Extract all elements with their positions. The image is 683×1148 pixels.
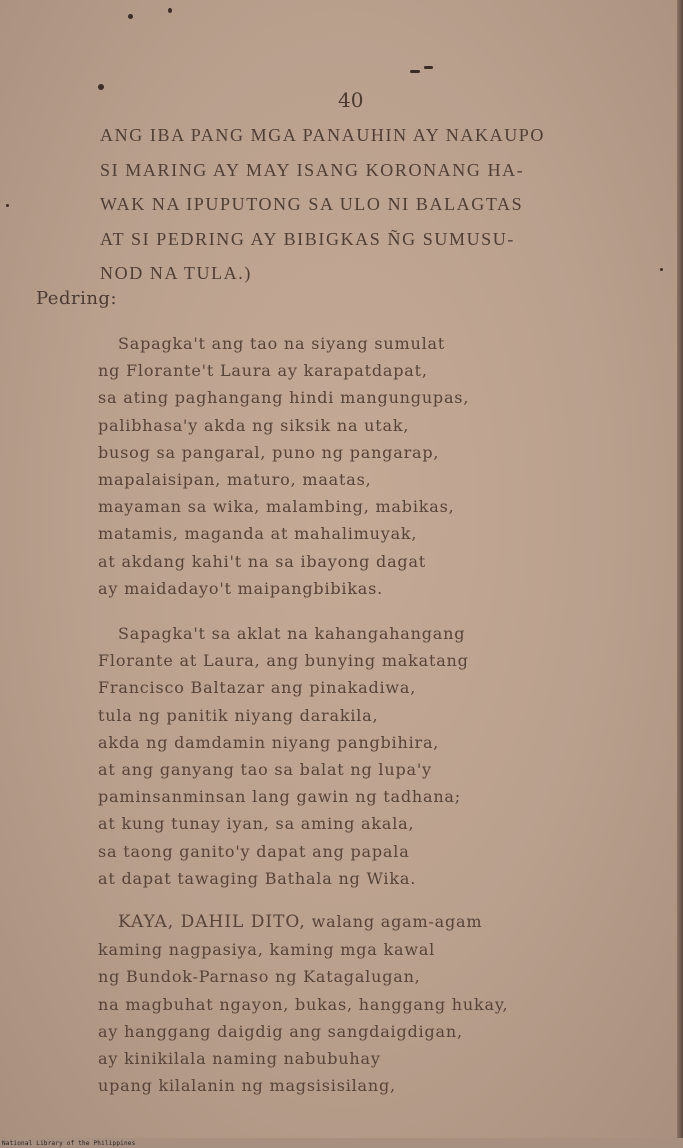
verse-line: ay hanggang daigdig ang sangdaigdigan,	[98, 1021, 463, 1041]
verse-line: at ang ganyang tao sa balat ng lupa'y	[98, 760, 432, 780]
verse-line: Francisco Baltazar ang pinakadiwa,	[98, 678, 417, 698]
verse-line: na magbuhat ngayon, bukas, hanggang hukay,	[98, 994, 509, 1014]
ink-spot	[98, 84, 104, 90]
ink-spot	[6, 204, 9, 207]
verse-line	[98, 908, 618, 936]
verse-line: at akdang kahi't na sa ibayong dagat	[98, 551, 427, 571]
stanza-1	[98, 330, 618, 602]
verse-line: ng Bundok-Parnaso ng Katagalugan,	[98, 967, 421, 987]
ink-spot	[128, 14, 133, 19]
stage-direction	[100, 118, 670, 291]
stanza-3	[98, 908, 618, 1099]
verse-caps-opening: KAYA, DAHIL DITO,	[118, 912, 306, 932]
verse-line: tula ng panitik niyang darakila,	[98, 705, 379, 725]
stage-line: WAK NA IPUPUTONG SA ULO NI BALAGTAS	[100, 194, 524, 214]
verse-line: Florante at Laura, ang bunying makatang	[98, 651, 469, 671]
verse-line: at dapat tawaging Bathala ng Wika.	[98, 868, 417, 888]
speaker-name: Pedring:	[36, 288, 118, 309]
page-edge-shadow	[677, 0, 683, 1138]
library-footer: National Library of the Philippines	[2, 1140, 136, 1147]
stage-line: SI MARING AY MAY ISANG KORONANG HA-	[100, 159, 525, 180]
verse-line: paminsanminsan lang gawin ng tadhana;	[98, 787, 461, 807]
ink-spot	[410, 70, 420, 73]
verse-line: palibhasa'y akda ng siksik na utak,	[98, 415, 410, 435]
verse-line: akda ng damdamin niyang pangbihira,	[98, 732, 440, 752]
verse-line: ay maidadayo't maipangbibikas.	[98, 578, 384, 598]
ink-spot	[168, 8, 172, 13]
stage-line: ANG IBA PANG MGA PANAUHIN AY NAKAUPO	[100, 125, 546, 145]
stage-line: NOD NA TULA.)	[100, 263, 252, 283]
page-number: 40	[338, 88, 364, 112]
verse-line: kaming nagpasiya, kaming mga kawal	[98, 940, 436, 960]
verse-line: ay kinikilala naming nabubuhay	[98, 1049, 381, 1069]
verse-line: matamis, maganda at mahalimuyak,	[98, 524, 418, 544]
ink-spot	[424, 66, 433, 69]
verse-line: sa taong ganito'y dapat ang papala	[98, 841, 410, 861]
verse-line: busog sa pangaral, puno ng pangarap,	[98, 442, 440, 462]
stage-line: AT SI PEDRING AY BIBIGKAS ÑG SUMUSU-	[100, 228, 515, 249]
verse-line: sa ating paghangang hindi mangungupas,	[98, 388, 470, 408]
verse-line: mayaman sa wika, malambing, mabikas,	[98, 497, 455, 517]
verse-line: Sapagka't ang tao na siyang sumulat	[118, 334, 446, 353]
verse-line: at kung tunay iyan, sa aming akala,	[98, 814, 415, 834]
stanza-2	[98, 620, 618, 892]
verse-line: Sapagka't sa aklat na kahangahangang	[118, 624, 466, 643]
verse-line: upang kilalanin ng magsisisilang,	[98, 1076, 396, 1096]
verse-line-rest: walang agam-agam	[305, 912, 483, 931]
verse-line: mapalaisipan, maturo, maatas,	[98, 470, 372, 490]
verse-line: ng Florante't Laura ay karapatdapat,	[98, 361, 428, 381]
